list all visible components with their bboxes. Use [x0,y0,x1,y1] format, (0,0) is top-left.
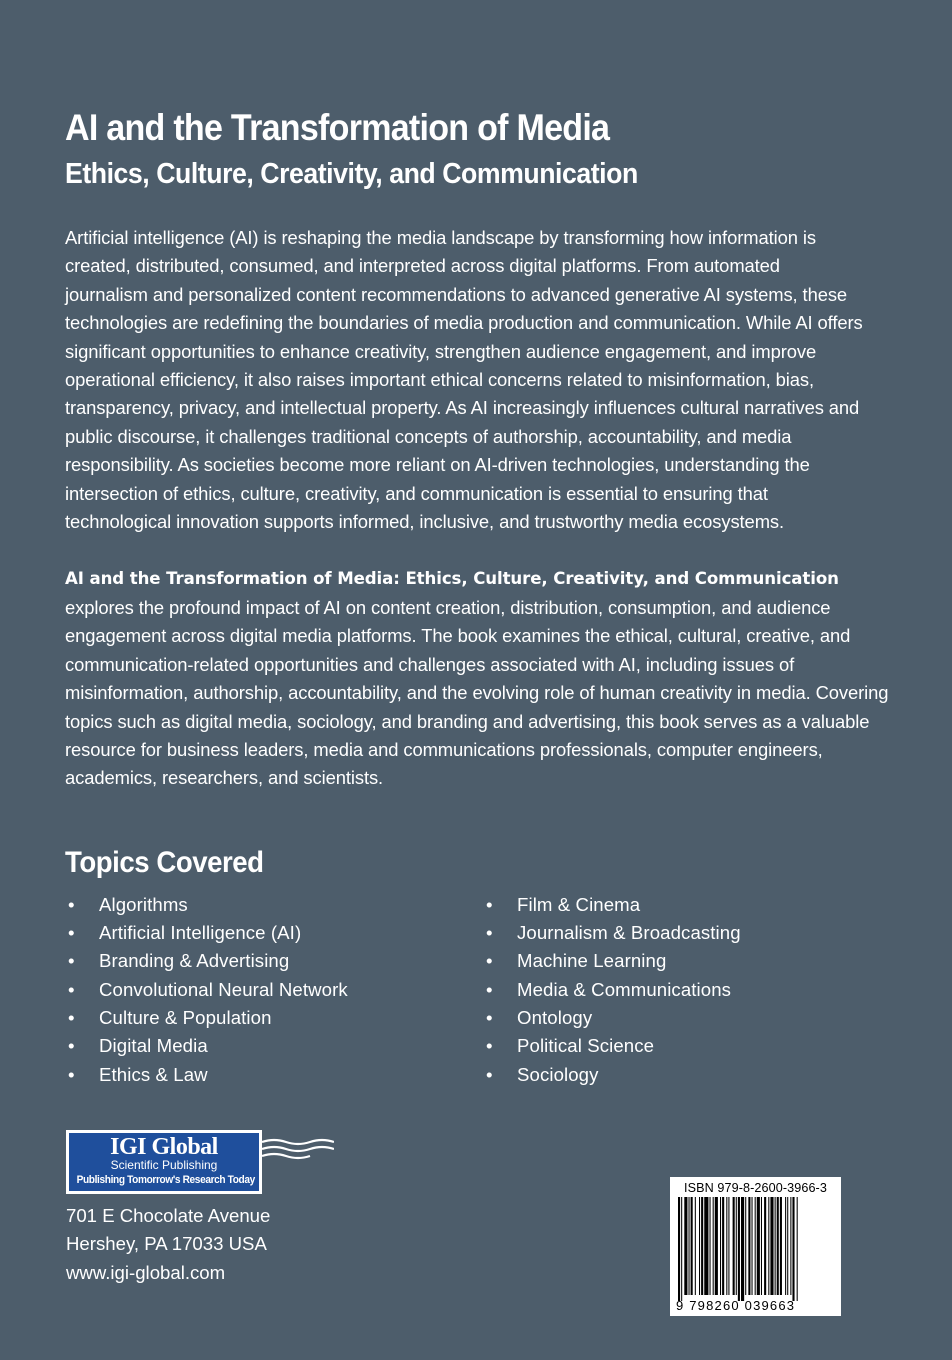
barcode-bar [710,1197,711,1295]
topics-column-right [483,891,741,1089]
publisher-logo-name: IGI Global [110,1134,218,1160]
barcode-bar [691,1197,693,1295]
barcode-bar [768,1197,769,1295]
barcode-bar [715,1197,718,1295]
topic-item: • Digital Media [65,1032,483,1060]
topic-item: • Media & Communications [483,976,741,1004]
barcode-bar [764,1197,766,1295]
barcode-bar [722,1197,724,1295]
barcode-bar [695,1197,696,1295]
barcode-icon [676,1197,835,1301]
barcode-bar [728,1197,729,1295]
barcode-bar [684,1197,687,1295]
barcode-bar [775,1197,776,1295]
publisher-website[interactable]: www.igi-global.com [66,1261,226,1283]
barcode-bar [699,1197,700,1295]
barcode-bar [713,1197,714,1295]
topic-item: • Machine Learning [483,947,741,975]
barcode-bar [757,1197,760,1295]
topic-item: • Ontology [483,1004,741,1032]
barcode-bar [701,1197,703,1295]
publisher-logo-tagline: Publishing Tomorrow's Research Today [76,1174,255,1186]
barcode-bar [780,1197,782,1295]
book-subtitle: Ethics, Culture, Creativity, and Communication [65,158,638,190]
barcode-bar [681,1197,682,1301]
topics-list [65,891,895,1089]
topic-item: • Journalism & Broadcasting [483,919,741,947]
address-line-2: Hershey, PA 17033 USA [66,1233,267,1255]
barcode-bar [741,1197,744,1301]
barcode-bar [787,1197,788,1295]
topic-item: • Algorithms [65,891,483,919]
barcode-bar [748,1197,750,1295]
description-book-title: AI and the Transformation of Media: Ethics, Culture, Creativity, and Communication [65,569,839,589]
barcode-bar [777,1197,779,1295]
topic-item: • Film & Cinema [483,891,741,919]
barcode-bar [678,1197,680,1301]
isbn-label: ISBN 979-8-2600-3966-3 [684,1181,827,1195]
topic-item: • Sociology [483,1061,741,1089]
topic-item: • Artificial Intelligence (AI) [65,919,483,947]
barcode-bar [770,1197,773,1295]
barcode-bar [733,1197,735,1295]
back-cover-content [65,104,895,1089]
barcode-bar [726,1197,727,1295]
book-title: AI and the Transformation of Media [65,107,610,148]
publisher-logo-subtitle: Scientific Publishing [110,1158,218,1172]
barcode-bar [720,1197,721,1295]
barcode-bar [785,1197,786,1295]
barcode-bar [752,1197,753,1295]
description-paragraph-2 [65,564,895,792]
barcode-bar [755,1197,756,1295]
publisher-logo [66,1130,336,1198]
description-paragraph-2-text: explores the profound impact of AI on content creation, distribution, consumption, and audience engagement across digital media platforms. The book examines the ethical, cultural, creative, and communication-related opportunities and challenges associated with AI, including issues of misinformation, authorship, accountability, and the evolving role of human creativity in media. Covering topics such as digital media, sociology, and branding and advertising, this book serves as a valuable resource for business leaders, media and communications professionals, computer engineers, academics, researchers, and scientists. [65,596,889,789]
barcode-digits: 9 798260 039663 [676,1298,796,1313]
barcode-bar [797,1197,798,1301]
barcode-bar [736,1197,737,1295]
isbn-barcode [670,1177,841,1316]
barcode-bar [738,1197,740,1301]
wave-lines-icon [262,1136,334,1166]
topics-column-left [65,891,483,1089]
publisher-logo-inner [69,1133,259,1191]
barcode-bar [792,1197,794,1301]
topic-item: • Ethics & Law [65,1061,483,1089]
publisher-address [66,1202,336,1287]
address-line-1: 701 E Chocolate Avenue [66,1205,271,1226]
barcode-bar [761,1197,762,1295]
publisher-logo-box [66,1130,262,1194]
barcode-bar [745,1197,746,1295]
barcode-bar [790,1197,791,1295]
topic-item: • Branding & Advertising [65,947,483,975]
description-paragraph-1: Artificial intelligence (AI) is reshaping the media landscape by transforming how information is created, distributed, consumed, and interpreted across digital platforms. From automated journalism and personalized content recommendations to advanced generative AI systems, these technologies are redefining the boundaries of media production and communication. While AI offers significant opportunities to enhance creativity, strengthen audience engagement, and improve operational efficiency, it also raises important ethical concerns related to misinformation, bias, transparency, privacy, and intellectual property. As AI increasingly influences cultural narratives and public discourse, it challenges traditional concepts of authorship, accountability, and media responsibility. As societies become more reliant on AI-driven technologies, understanding the intersection of ethics, culture, creativity, and communication is essential to ensuring that technological innovation supports informed, inclusive, and trustworthy media ecosystems. [65,227,863,533]
topics-heading: Topics Covered [65,845,264,879]
topic-item: • Convolutional Neural Network [65,976,483,1004]
topic-item: • Culture & Population [65,1004,483,1032]
publisher-block [66,1130,336,1287]
topic-item: • Political Science [483,1032,741,1060]
barcode-bar [704,1197,708,1295]
barcode-bar [689,1197,690,1295]
